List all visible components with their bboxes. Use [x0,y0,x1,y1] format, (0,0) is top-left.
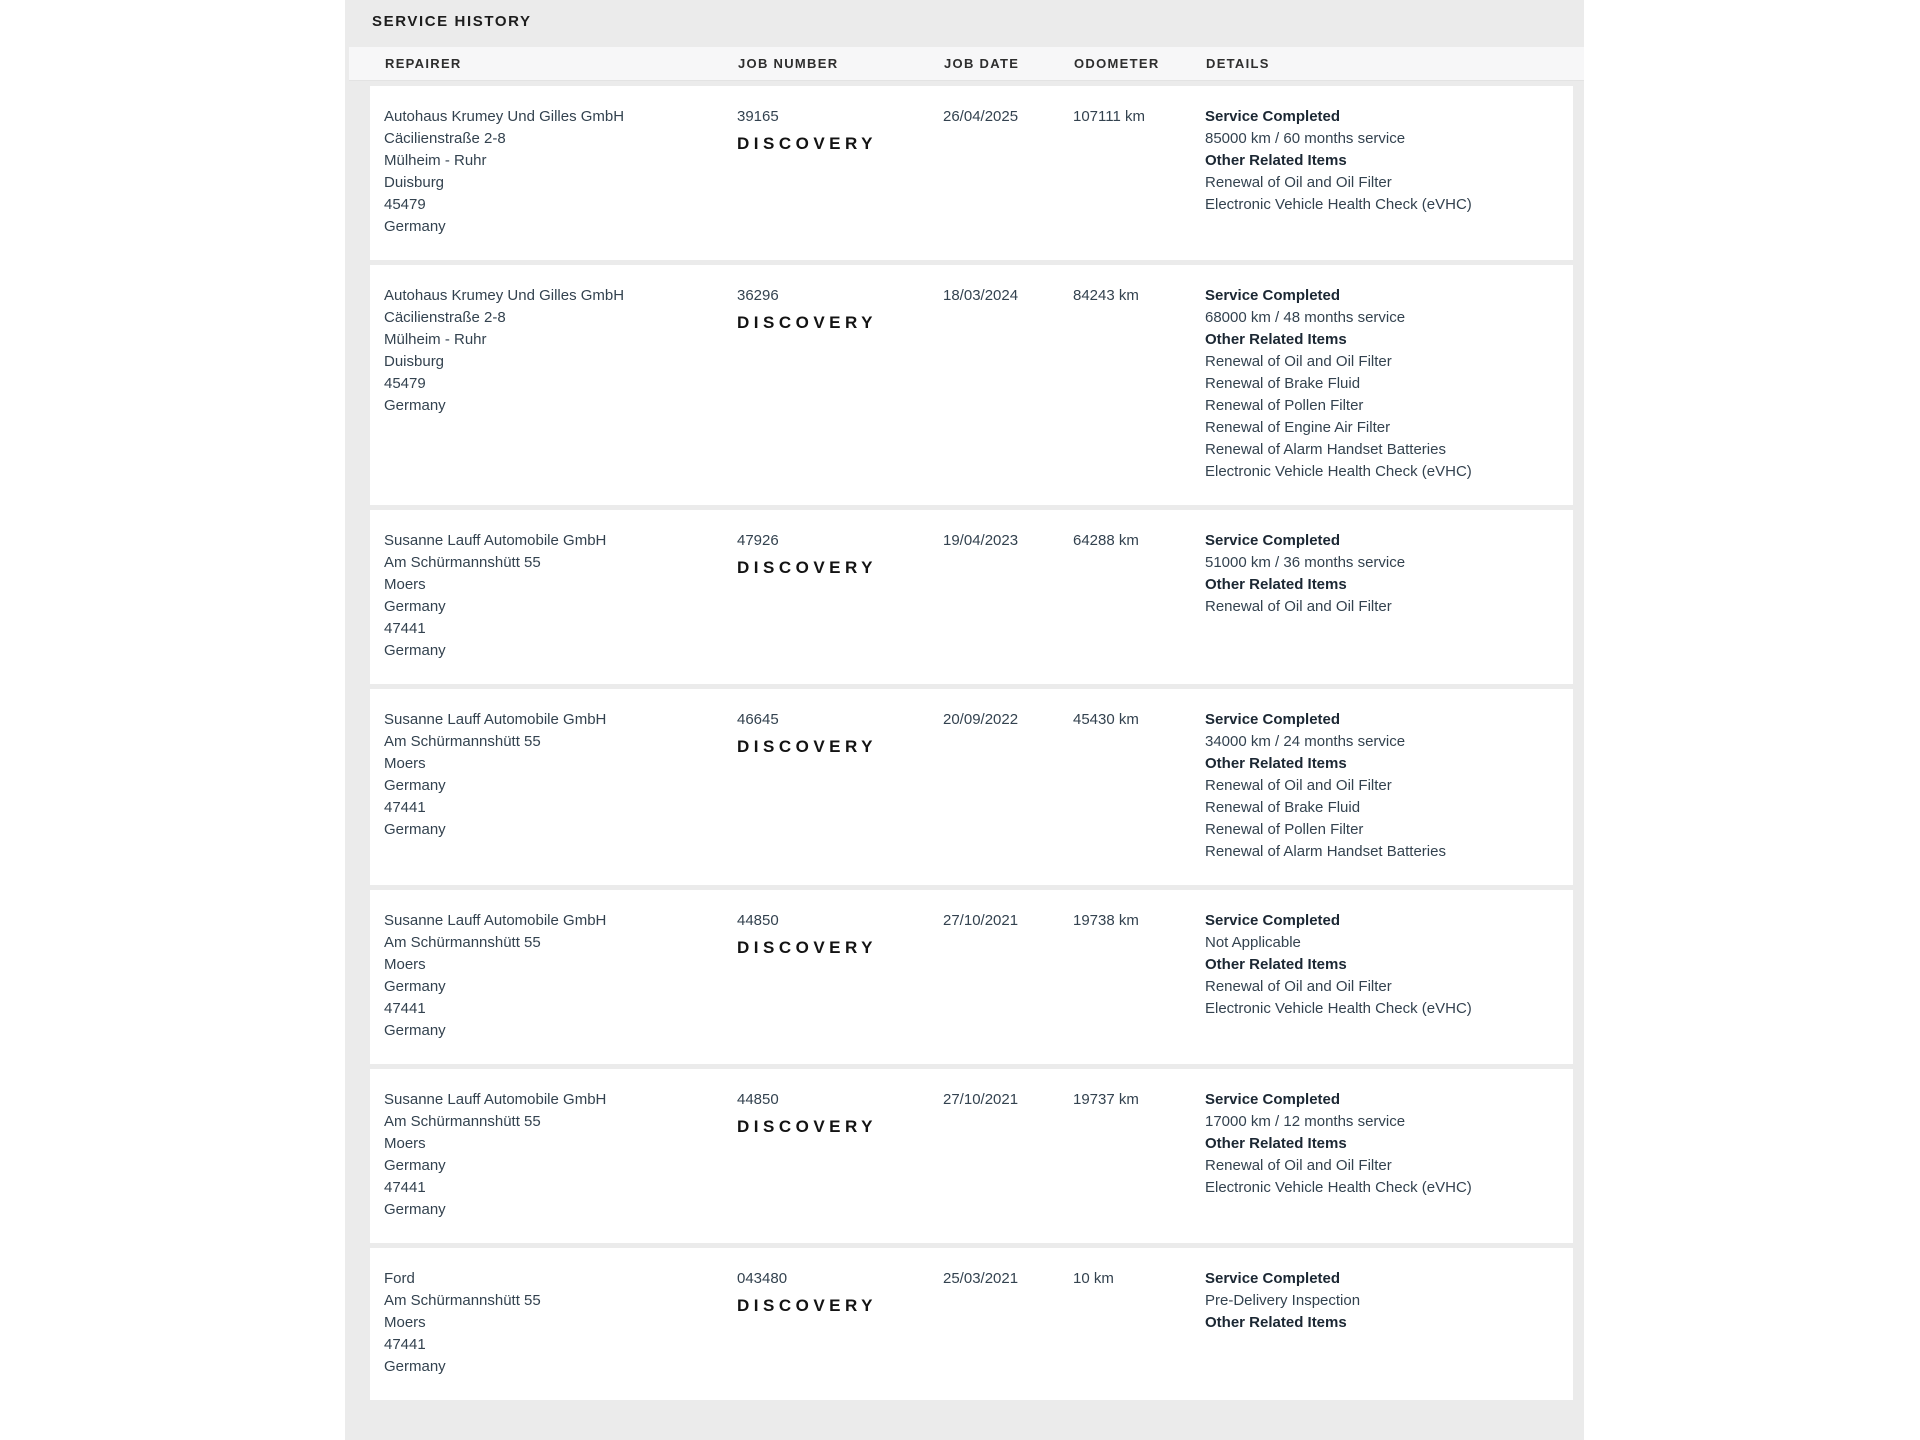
column-header-details: DETAILS [1206,56,1270,71]
address-line: Autohaus Krumey Und Gilles GmbH [384,287,625,304]
service-history-row [370,510,1573,684]
detail-line: Renewal of Pollen Filter [1205,821,1364,838]
address-line: Germany [384,1358,446,1375]
discovery-wordmark: DISCOVERY [737,938,878,957]
table-header [349,47,1584,81]
detail-line: Pre-Delivery Inspection [1205,1292,1361,1309]
service-history-panel [345,0,1584,1440]
detail-line: Service Completed [1205,711,1341,728]
detail-line: Renewal of Pollen Filter [1205,397,1364,414]
address-line: 47441 [384,1179,426,1196]
detail-line: Renewal of Brake Fluid [1205,375,1361,392]
discovery-wordmark: DISCOVERY [737,1117,878,1136]
job-date: 27/10/2021 [943,912,1019,929]
address-line: Ford [384,1270,415,1287]
detail-line: Not Applicable [1205,934,1301,951]
job-number-cell [737,910,943,1042]
detail-line: Other Related Items [1205,755,1347,772]
detail-line: Renewal of Brake Fluid [1205,799,1361,816]
service-history-row [370,689,1573,885]
detail-line: Other Related Items [1205,1314,1347,1331]
discovery-wordmark: DISCOVERY [737,313,878,332]
detail-line: 68000 km / 48 months service [1205,309,1406,326]
column-header-odometer: ODOMETER [1074,56,1160,71]
detail-line: 51000 km / 36 months service [1205,554,1406,571]
address-line: Susanne Lauff Automobile GmbH [384,1091,607,1108]
detail-line: Renewal of Engine Air Filter [1205,419,1391,436]
address-line: Duisburg [384,353,445,370]
address-line: Moers [384,1314,426,1331]
job-number: 39165 [737,108,779,125]
details-cell [1205,530,1573,662]
detail-line: Service Completed [1205,532,1341,549]
column-header-repairer: REPAIRER [385,56,462,71]
address-line: Germany [384,642,446,659]
detail-line: Other Related Items [1205,152,1347,169]
discovery-wordmark: DISCOVERY [737,558,878,577]
job-date: 27/10/2021 [943,1091,1019,1108]
job-date: 26/04/2025 [943,108,1019,125]
address-line: Germany [384,1201,446,1218]
detail-line: Electronic Vehicle Health Check (eVHC) [1205,1179,1472,1196]
detail-line: Other Related Items [1205,331,1347,348]
job-number: 44850 [737,1091,779,1108]
address-line: Am Schürmannshütt 55 [384,934,541,951]
service-history-row [370,1069,1573,1243]
detail-line: 34000 km / 24 months service [1205,733,1406,750]
details-cell [1205,910,1573,1042]
odometer-value: 10 km [1073,1270,1114,1287]
odometer-value: 84243 km [1073,287,1139,304]
job-number-cell [737,709,943,863]
discovery-wordmark: DISCOVERY [737,1296,878,1315]
detail-line: Service Completed [1205,1270,1341,1287]
detail-line: Other Related Items [1205,956,1347,973]
page-title: SERVICE HISTORY [372,13,532,30]
service-history-row [370,86,1573,260]
address-line: Germany [384,978,446,995]
repairer-address [384,709,737,863]
details-cell [1205,709,1573,863]
service-history-row [370,1248,1573,1400]
detail-line: Renewal of Oil and Oil Filter [1205,777,1392,794]
service-rows [370,86,1573,1400]
detail-line: Electronic Vehicle Health Check (eVHC) [1205,1000,1472,1017]
job-number-cell [737,1268,943,1378]
service-history-row [370,265,1573,505]
address-line: Cäcilienstraße 2-8 [384,130,506,147]
detail-line: Electronic Vehicle Health Check (eVHC) [1205,196,1472,213]
job-number: 36296 [737,287,779,304]
detail-line: Other Related Items [1205,576,1347,593]
column-header-job-date: JOB DATE [944,56,1020,71]
job-number-cell [737,1089,943,1221]
detail-line: Service Completed [1205,1091,1341,1108]
address-line: Germany [384,397,446,414]
address-line: Germany [384,777,446,794]
address-line: 45479 [384,375,426,392]
address-line: Mülheim - Ruhr [384,331,487,348]
address-line: 47441 [384,1000,426,1017]
detail-line: Renewal of Oil and Oil Filter [1205,353,1392,370]
service-history-row [370,890,1573,1064]
address-line: Moers [384,576,426,593]
address-line: Germany [384,218,446,235]
repairer-address [384,1268,737,1378]
job-number: 043480 [737,1270,788,1287]
job-number: 46645 [737,711,779,728]
address-line: Cäcilienstraße 2-8 [384,309,506,326]
address-line: Germany [384,821,446,838]
discovery-wordmark: DISCOVERY [737,737,878,756]
address-line: Mülheim - Ruhr [384,152,487,169]
details-cell [1205,1089,1573,1221]
details-cell [1205,106,1573,238]
detail-line: Renewal of Alarm Handset Batteries [1205,843,1446,860]
odometer-value: 19738 km [1073,912,1139,929]
odometer-value: 107111 km [1073,108,1145,125]
detail-line: 17000 km / 12 months service [1205,1113,1406,1130]
detail-line: Renewal of Oil and Oil Filter [1205,174,1392,191]
detail-line: Electronic Vehicle Health Check (eVHC) [1205,463,1472,480]
odometer-value: 19737 km [1073,1091,1139,1108]
address-line: Moers [384,956,426,973]
address-line: Moers [384,1135,426,1152]
detail-line: Other Related Items [1205,1135,1347,1152]
address-line: Am Schürmannshütt 55 [384,1113,541,1130]
detail-line: Renewal of Alarm Handset Batteries [1205,441,1446,458]
job-date: 18/03/2024 [943,287,1019,304]
detail-line: Service Completed [1205,108,1341,125]
detail-line: Renewal of Oil and Oil Filter [1205,598,1392,615]
address-line: 47441 [384,1336,426,1353]
address-line: Moers [384,755,426,772]
repairer-address [384,910,737,1042]
job-number: 44850 [737,912,779,929]
address-line: Susanne Lauff Automobile GmbH [384,912,607,929]
repairer-address [384,285,737,483]
job-number: 47926 [737,532,779,549]
detail-line: Service Completed [1205,912,1341,929]
address-line: Susanne Lauff Automobile GmbH [384,711,607,728]
job-number-cell [737,530,943,662]
column-header-job-number: JOB NUMBER [738,56,839,71]
address-line: Autohaus Krumey Und Gilles GmbH [384,108,625,125]
job-date: 25/03/2021 [943,1270,1019,1287]
address-line: Duisburg [384,174,445,191]
job-number-cell [737,285,943,483]
job-date: 19/04/2023 [943,532,1019,549]
detail-line: 85000 km / 60 months service [1205,130,1406,147]
address-line: 47441 [384,799,426,816]
address-line: Germany [384,598,446,615]
repairer-address [384,530,737,662]
address-line: Am Schürmannshütt 55 [384,554,541,571]
address-line: 45479 [384,196,426,213]
detail-line: Service Completed [1205,287,1341,304]
odometer-value: 64288 km [1073,532,1139,549]
odometer-value: 45430 km [1073,711,1139,728]
discovery-wordmark: DISCOVERY [737,134,878,153]
job-date: 20/09/2022 [943,711,1019,728]
details-cell [1205,285,1573,483]
repairer-address [384,1089,737,1221]
address-line: Susanne Lauff Automobile GmbH [384,532,607,549]
details-cell [1205,1268,1573,1378]
repairer-address [384,106,737,238]
address-line: Am Schürmannshütt 55 [384,733,541,750]
detail-line: Renewal of Oil and Oil Filter [1205,1157,1392,1174]
detail-line: Renewal of Oil and Oil Filter [1205,978,1392,995]
address-line: 47441 [384,620,426,637]
address-line: Am Schürmannshütt 55 [384,1292,541,1309]
address-line: Germany [384,1157,446,1174]
address-line: Germany [384,1022,446,1039]
job-number-cell [737,106,943,238]
